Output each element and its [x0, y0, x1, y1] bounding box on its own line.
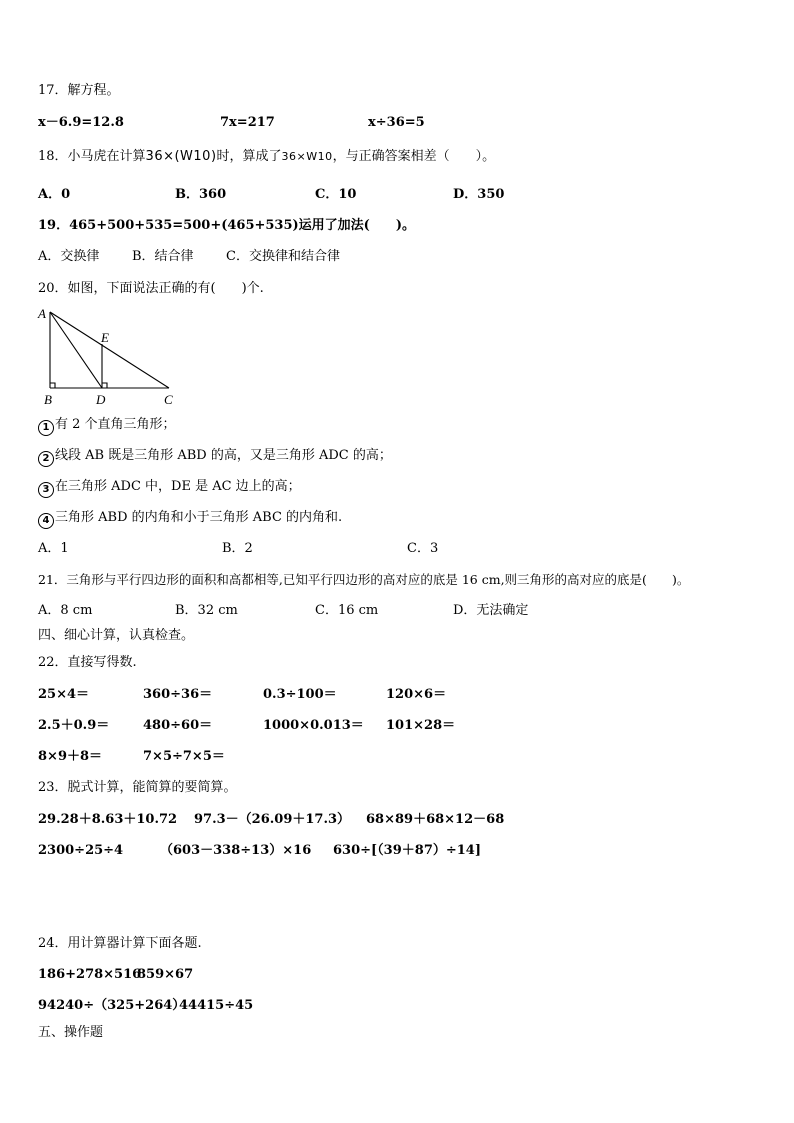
q23-item: （603－338÷13）×16: [160, 843, 312, 858]
vertex-label-c: C: [164, 392, 173, 407]
q23-item: 29.28＋8.63＋10.72: [38, 812, 178, 827]
q21-option-a: A．8 cm: [38, 603, 93, 618]
q18-option-a: A．0: [38, 187, 71, 202]
q22-item: 360÷36＝: [143, 687, 213, 702]
q20-statement-4: [38, 510, 342, 529]
q18-question: [38, 149, 495, 165]
q18-text-c: ，与正确答案相差（ ）。: [332, 149, 496, 164]
q17-equation-3: x÷36=5: [368, 115, 425, 130]
q20-statement-2: [38, 448, 392, 467]
q17-equation-2: 7x=217: [220, 115, 275, 130]
section-4-heading: 四、细心计算，认真检查。: [38, 628, 195, 643]
q20-option-a: A．1: [38, 541, 69, 556]
q18-expression-wrong: 36×W10: [281, 150, 333, 163]
section-5-heading: 五、操作题: [38, 1025, 104, 1040]
q17-equation-1: x－6.9=12.8: [38, 115, 124, 130]
vertex-label-d: D: [96, 392, 106, 407]
q23-item: 2300÷25÷4: [38, 843, 124, 858]
q22-item: 1000×0.013＝: [263, 718, 364, 733]
q22-item: 0.3÷100＝: [263, 687, 337, 702]
q23-item: 68×89＋68×12－68: [366, 812, 505, 827]
q23-item: 97.3－（26.09＋17.3）: [194, 812, 351, 827]
q23-item: 630÷[（39＋87）÷14]: [333, 843, 481, 858]
q17-title: 17．解方程。: [38, 83, 120, 98]
q22-item: 120×6＝: [386, 687, 447, 702]
q22-item: 25×4＝: [38, 687, 90, 702]
q19-option-b: B．结合律: [132, 249, 194, 264]
q24-item: 94240÷（325+264）: [38, 998, 186, 1013]
statement-text: 三角形 ABD 的内角和小于三角形 ABC 的内角和.: [55, 510, 343, 525]
q22-item: 101×28＝: [386, 718, 456, 733]
q23-title: 23．脱式计算，能简算的要简算。: [38, 780, 237, 795]
q21-option-d: D．无法确定: [453, 603, 529, 618]
q20-statement-1: [38, 417, 176, 436]
q22-item: 2.5＋0.9＝: [38, 718, 110, 733]
q20-option-c: C．3: [407, 541, 439, 556]
q20-triangle-figure: [34, 304, 184, 408]
vertex-label-a: A: [38, 306, 46, 321]
vertex-label-b: B: [44, 392, 52, 407]
q21-option-c: C．16 cm: [315, 603, 379, 618]
circled-number-3: 3: [38, 482, 54, 498]
q24-item: 859×67: [137, 967, 194, 982]
vertex-label-e: E: [101, 330, 109, 345]
q20-question: 20．如图，下面说法正确的有( )个.: [38, 281, 264, 296]
q22-item: 8×9＋8＝: [38, 749, 103, 764]
q24-item: 44415÷45: [179, 998, 254, 1013]
statement-text: 在三角形 ADC 中，DE 是 AC 边上的高；: [55, 479, 301, 494]
q21-question: 21．三角形与平行四边形的面积和高都相等,已知平行四边形的高对应的底是 16 cm,则三角形的高对应的底是( )。: [38, 572, 690, 587]
q20-option-b: B．2: [222, 541, 253, 556]
circled-number-4: 4: [38, 513, 54, 529]
q18-text-a: 18．小马虎在计算: [38, 149, 146, 164]
q19-option-c: C．交换律和结合律: [226, 249, 340, 264]
q19-question: 19．465+500+535=500+(465+535)运用了加法( )。: [38, 218, 415, 233]
q18-option-c: C．10: [315, 187, 357, 202]
circled-number-1: 1: [38, 420, 54, 436]
q19-option-a: A．交换律: [38, 249, 100, 264]
q22-item: 7×5÷7×5＝: [143, 749, 225, 764]
q18-option-b: B．360: [175, 187, 227, 202]
q20-statement-3: [38, 479, 301, 498]
statement-text: 线段 AB 既是三角形 ABD 的高，又是三角形 ADC 的高；: [55, 448, 392, 463]
statement-text: 有 2 个直角三角形；: [55, 417, 176, 432]
circled-number-2: 2: [38, 451, 54, 467]
q24-item: 186+278×516: [38, 967, 142, 982]
q18-expression-correct: 36×(W10): [145, 149, 217, 164]
q24-title: 24．用计算器计算下面各题.: [38, 936, 202, 951]
q22-item: 480÷60＝: [143, 718, 213, 733]
q21-option-b: B．32 cm: [175, 603, 238, 618]
q22-title: 22．直接写得数.: [38, 655, 137, 670]
q18-option-d: D．350: [453, 187, 505, 202]
q18-text-b: 时，算成了: [216, 149, 282, 164]
